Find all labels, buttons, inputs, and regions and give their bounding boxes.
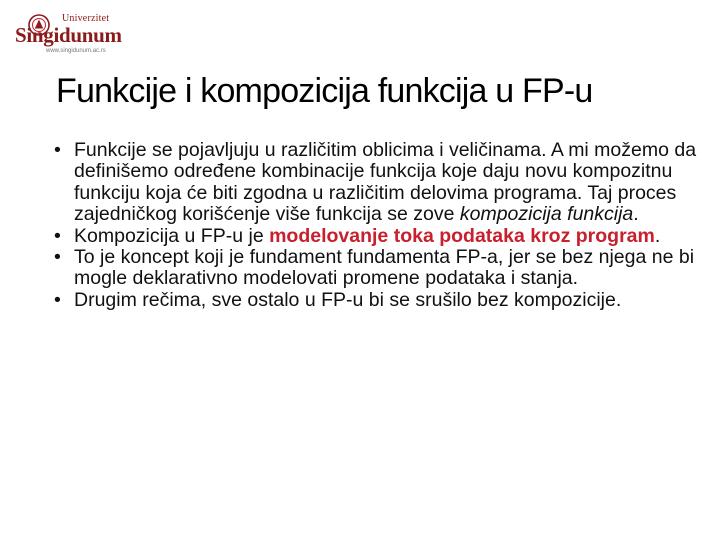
logo-url: www.singidunum.ac.rs: [46, 48, 106, 54]
bullet-text: Funkcije se pojavljuju u različitim oblicima i veličinama. A mi možemo da definišemo određene kombinacije funkcija koje daju novu kompozitnu funkciju koja će biti zgodna u različitim delovima programa. Taj proces zajedničkog korišćenje više funkcija se zove: [74, 139, 697, 226]
bullet-text: To je koncept koji je fundament fundamenta FP-a, jer se bez njega ne bi mogle deklarativno modelovati promene podataka i stanja.: [74, 246, 695, 290]
slide-title: Funkcije i kompozicija funkcija u FP-u: [56, 72, 593, 110]
bullet-emphasis: kompozicija funkcija: [459, 203, 634, 226]
university-logo: [12, 12, 122, 54]
bullet-text: Drugim rečima, sve ostalo u FP-u bi se srušilo bez kompozicije.: [74, 288, 622, 311]
bullet-text: Kompozicija u FP-u je: [74, 224, 270, 247]
bullet-item: [54, 290, 702, 311]
logo-name: Singidunum: [15, 23, 122, 47]
bullet-item: [54, 140, 702, 226]
bullet-end: .: [633, 203, 639, 226]
bullet-highlight: modelovanje toka podataka kroz program: [269, 224, 655, 247]
bullet-item: [54, 247, 702, 290]
bullet-list: [54, 140, 702, 311]
bullet-item: [54, 226, 702, 247]
logo-university-label: Univerzitet: [62, 13, 110, 24]
bullet-end: .: [654, 224, 661, 247]
